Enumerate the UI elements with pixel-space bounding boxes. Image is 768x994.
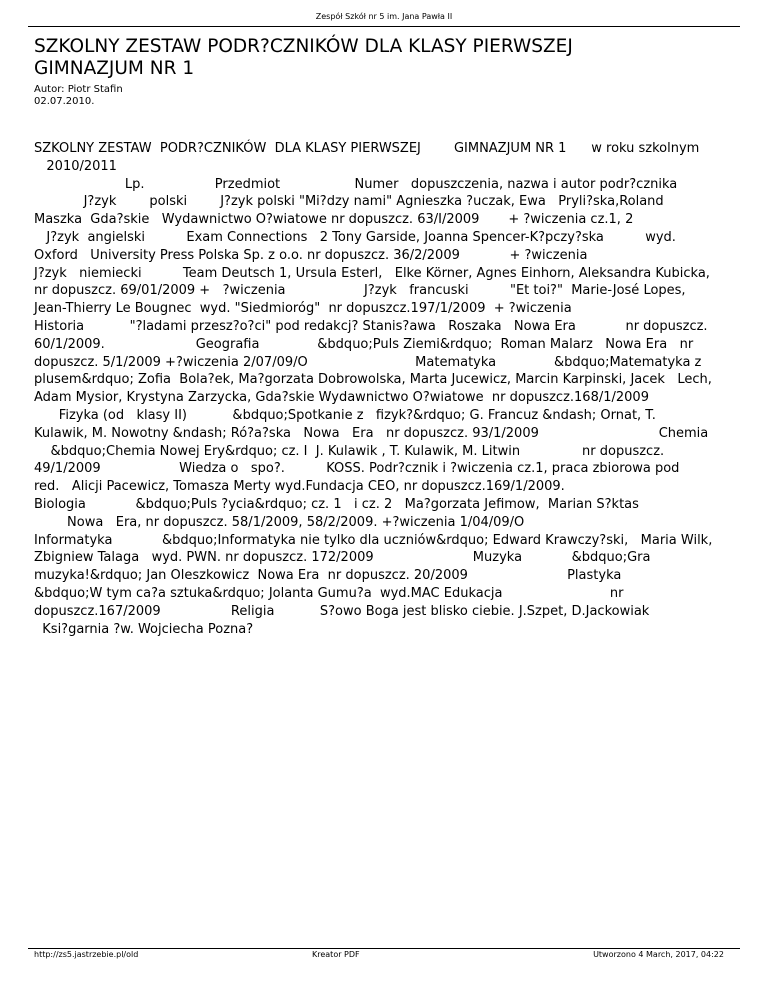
- document-title: [34, 36, 714, 80]
- date-line: 02.07.2010.: [34, 96, 95, 107]
- author-line: Autor: Piotr Stafin: [34, 84, 123, 95]
- document-meta: [34, 84, 123, 108]
- body-line: Maszka Gda?skie Wydawnictwo O?wiatowe nr dopuszcz. 63/I/2009 + ?wiczenia cz.1, 2: [34, 212, 634, 228]
- body-line: Oxford University Press Polska Sp. z o.o. nr dopuszcz. 36/2/2009 + ?wiczenia: [34, 247, 588, 263]
- footer-created: Utworzono 4 March, 2017, 04:22: [593, 950, 724, 959]
- body-line: &bdquo;W tym ca?a sztuka&rdquo; Jolanta Gumu?a wyd.MAC Edukacja nr: [34, 585, 624, 601]
- body-line: 2010/2011: [34, 158, 117, 174]
- body-line: 49/1/2009 Wiedza o spo?. KOSS. Podr?cznik i ?wiczenia cz.1, praca zbiorowa pod: [34, 461, 680, 477]
- body-line: 60/1/2009. Geografia &bdquo;Puls Ziemi&rdquo; Roman Malarz Nowa Era nr: [34, 336, 694, 352]
- body-line: &bdquo;Chemia Nowej Ery&rdquo; cz. I J. Kulawik , T. Kulawik, M. Litwin nr dopuszcz.: [34, 443, 665, 459]
- body-line: muzyka!&rdquo; Jan Oleszkowicz Nowa Era nr dopuszcz. 20/2009 Plastyka: [34, 568, 622, 584]
- footer-url: http://zs5.jastrzebie.pl/old: [34, 950, 139, 959]
- body-line: Ksi?garnia ?w. Wojciecha Pozna?: [34, 621, 254, 637]
- title-line-2: GIMNAZJUM NR 1: [34, 58, 195, 79]
- body-line: Nowa Era, nr dopuszcz. 58/1/2009, 58/2/2009. +?wiczenia 1/04/09/O: [34, 514, 525, 530]
- footer-rule: [28, 948, 740, 949]
- footer-generator: Kreator PDF: [312, 950, 360, 959]
- document-body: [34, 140, 724, 638]
- body-line: J?zyk polski J?zyk polski "Mi?dzy nami" Agnieszka ?uczak, Ewa Pryli?ska,Roland: [34, 194, 664, 210]
- body-line: dopuszcz.167/2009 Religia S?owo Boga jest blisko ciebie. J.Szpet, D.Jackowiak: [34, 603, 650, 619]
- body-line: Kulawik, M. Nowotny &ndash; Ró?a?ska Nowa Era nr dopuszcz. 93/1/2009 Chemia: [34, 425, 709, 441]
- body-line: Biologia &bdquo;Puls ?ycia&rdquo; cz. 1 i cz. 2 Ma?gorzata Jefimow, Marian S?ktas: [34, 496, 639, 512]
- body-line: plusem&rdquo; Zofia Bola?ek, Ma?gorzata Dobrowolska, Marta Jucewicz, Marcin Karpinski, Jacek Lech,: [34, 372, 712, 388]
- body-line: Fizyka (od klasy II) &bdquo;Spotkanie z fizyk?&rdquo; G. Francuz &ndash; Ornat, T.: [34, 407, 656, 423]
- body-line: dopuszcz. 5/1/2009 +?wiczenia 2/07/09/O Matematyka &bdquo;Matematyka z: [34, 354, 702, 370]
- body-line: Informatyka &bdquo;Informatyka nie tylko dla uczniów&rdquo; Edward Krawczy?ski, Maria Wilk,: [34, 532, 713, 548]
- body-line: Lp. Przedmiot Numer dopuszczenia, nazwa i autor podr?cznika: [34, 176, 678, 192]
- body-line: J?zyk niemiecki Team Deutsch 1, Ursula Esterl, Elke Körner, Agnes Einhorn, Aleksandra Kubicka,: [34, 265, 710, 281]
- body-line: Jean-Thierry Le Bougnec wyd. "Siedmioróg" nr dopuszcz.197/1/2009 + ?wiczenia: [34, 301, 572, 317]
- title-line-1: SZKOLNY ZESTAW PODR?CZNIKÓW DLA KLASY PIERWSZEJ: [34, 36, 573, 57]
- body-line: Adam Mysior, Krystyna Zarzycka, Gda?skie Wydawnictwo O?wiatowe nr dopuszcz.168/1/2009: [34, 390, 649, 406]
- body-line: red. Alicji Pacewicz, Tomasza Merty wyd.Fundacja CEO, nr dopuszcz.169/1/2009.: [34, 479, 565, 495]
- running-header: Zespół Szkół nr 5 im. Jana Pawła II: [315, 12, 453, 21]
- body-line: nr dopuszcz. 69/01/2009 + ?wiczenia J?zyk francuski "Et toi?" Marie-José Lopes,: [34, 283, 686, 299]
- body-line: J?zyk angielski Exam Connections 2 Tony Garside, Joanna Spencer-K?pczy?ska wyd.: [34, 229, 676, 245]
- header-rule: [28, 26, 740, 27]
- body-line: Historia "?ladami przesz?o?ci" pod redakcj? Stanis?awa Roszaka Nowa Era nr dopuszcz.: [34, 318, 708, 334]
- body-line: SZKOLNY ZESTAW PODR?CZNIKÓW DLA KLASY PIERWSZEJ GIMNAZJUM NR 1 w roku szkolnym: [34, 141, 700, 156]
- body-line: Zbigniew Talaga wyd. PWN. nr dopuszcz. 172/2009 Muzyka &bdquo;Gra: [34, 550, 651, 566]
